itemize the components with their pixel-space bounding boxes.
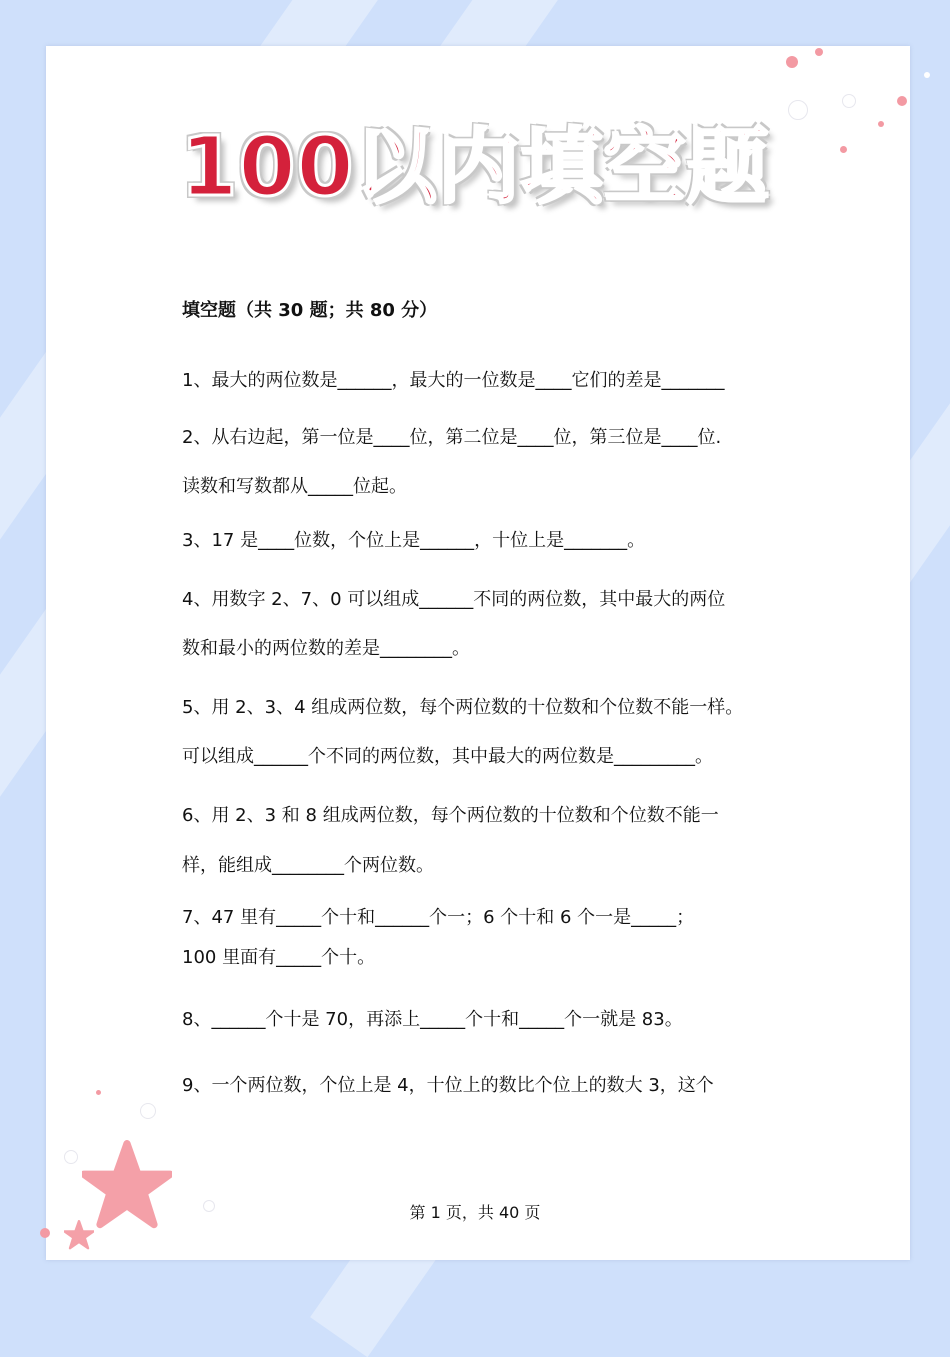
question-line: 100 里面有_____个十。 bbox=[182, 947, 376, 968]
decor-dot bbox=[840, 146, 847, 153]
decor-ring bbox=[842, 94, 856, 108]
question-line: 2、从右边起，第一位是____位，第二位是____位，第三位是____位. bbox=[182, 427, 722, 448]
question-line: 数和最小的两位数的差是________。 bbox=[182, 638, 470, 659]
question-line: 9、一个两位数，个位上是 4，十位上的数比个位上的数大 3，这个 bbox=[182, 1075, 714, 1096]
question-line: 1、最大的两位数是______，最大的一位数是____它们的差是_______ bbox=[182, 370, 725, 391]
decor-dot bbox=[96, 1090, 101, 1095]
decor-dot bbox=[897, 96, 907, 106]
question-line: 7、47 里有_____个十和______个一；6 个十和 6 个一是_____； bbox=[182, 907, 695, 928]
decor-dot bbox=[40, 1228, 50, 1238]
worksheet-title: 100以内填空题 bbox=[180, 120, 770, 215]
question-line: 样，能组成________个两位数。 bbox=[182, 855, 434, 876]
question-line: 8、______个十是 70，再添上_____个十和_____个一就是 83。 bbox=[182, 1009, 683, 1030]
question-line: 可以组成______个不同的两位数，其中最大的两位数是_________。 bbox=[182, 746, 713, 767]
decor-ring bbox=[140, 1103, 156, 1119]
decor-dot bbox=[815, 48, 823, 56]
decor-ring bbox=[64, 1150, 78, 1164]
decor-dot bbox=[878, 121, 884, 127]
decor-ring bbox=[203, 1200, 215, 1212]
section-heading: 填空题（共 30 题；共 80 分） bbox=[182, 300, 438, 321]
decor-dot bbox=[786, 56, 798, 68]
question-line: 读数和写数都从_____位起。 bbox=[182, 476, 407, 497]
star-decoration-icon bbox=[82, 1140, 172, 1230]
small-star-icon bbox=[64, 1220, 94, 1250]
question-line: 5、用 2、3、4 组成两位数，每个两位数的十位数和个位数不能一样。 bbox=[182, 697, 744, 718]
question-line: 3、17 是____位数，个位上是______，十位上是_______。 bbox=[182, 530, 646, 551]
question-line: 6、用 2、3 和 8 组成两位数，每个两位数的十位数和个位数不能一 bbox=[182, 805, 719, 826]
question-line: 4、用数字 2、7、0 可以组成______不同的两位数，其中最大的两位 bbox=[182, 589, 726, 610]
decor-ring bbox=[788, 100, 808, 120]
decor-dot bbox=[924, 72, 930, 78]
page-footer: 第 1 页，共 40 页 bbox=[409, 1203, 541, 1222]
